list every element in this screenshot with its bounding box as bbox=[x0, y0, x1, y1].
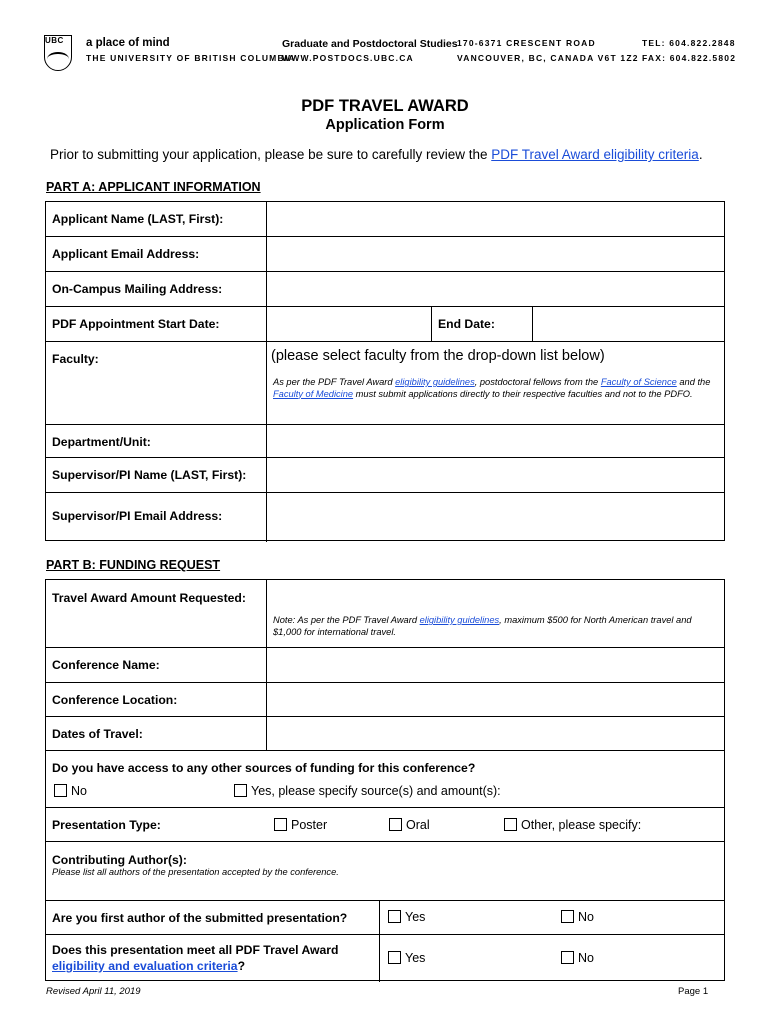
amount-note-text1: Note: As per the PDF Travel Award bbox=[273, 615, 420, 625]
first-author-question: Are you first author of the submitted presentation? bbox=[52, 911, 348, 925]
department-name: Graduate and Postdoctoral Studies bbox=[282, 38, 458, 50]
mailing-address-row bbox=[46, 272, 724, 307]
end-date-field[interactable] bbox=[532, 307, 724, 341]
supervisor-email-field[interactable] bbox=[266, 493, 724, 542]
amount-row bbox=[46, 580, 724, 648]
supervisor-email-row bbox=[46, 493, 724, 542]
revised-date: Revised April 11, 2019 bbox=[46, 986, 141, 997]
travel-dates-row bbox=[46, 717, 724, 751]
conference-location-label: Conference Location: bbox=[52, 693, 178, 707]
applicant-name-label: Applicant Name (LAST, First): bbox=[52, 212, 224, 226]
checkbox-criteria-yes[interactable] bbox=[388, 951, 401, 964]
page-title: PDF TRAVEL AWARD bbox=[301, 97, 469, 115]
applicant-info-table bbox=[45, 201, 725, 541]
tagline: a place of mind bbox=[86, 37, 170, 49]
page-subtitle: Application Form bbox=[325, 117, 445, 133]
evaluation-criteria-link[interactable]: eligibility and evaluation criteria bbox=[52, 959, 238, 973]
faculty-dropdown[interactable]: (please select faculty from the drop-down list below) bbox=[271, 348, 605, 364]
dates-row bbox=[46, 307, 724, 342]
poster-label: Poster bbox=[291, 818, 328, 832]
presentation-type-row bbox=[46, 808, 724, 842]
authors-row[interactable] bbox=[46, 842, 724, 901]
other-funding-yes-label: Yes, please specify source(s) and amount(s): bbox=[251, 784, 501, 798]
website: WWW.POSTDOCS.UBC.CA bbox=[282, 53, 414, 63]
first-author-yes-option[interactable] bbox=[388, 910, 425, 924]
other-type-option[interactable] bbox=[504, 818, 641, 832]
criteria-question-end: ? bbox=[237, 959, 246, 973]
criteria-question-line1: Does this presentation meet all PDF Travel Award bbox=[52, 943, 339, 957]
fax: FAX: 604.822.5802 bbox=[642, 53, 737, 63]
address-line1: 170-6371 CRESCENT ROAD bbox=[457, 38, 596, 48]
start-date-field[interactable] bbox=[266, 307, 431, 341]
other-funding-no-label: No bbox=[71, 784, 87, 798]
other-funding-question: Do you have access to any other sources of funding for this conference? bbox=[52, 761, 476, 775]
faculty-row bbox=[46, 342, 724, 425]
amount-field[interactable] bbox=[266, 580, 724, 647]
faculty-of-science-link[interactable]: Faculty of Science bbox=[600, 377, 677, 387]
ubc-logo-text: UBC bbox=[45, 36, 64, 45]
faculty-of-medicine-link[interactable]: Faculty of Medicine bbox=[273, 388, 354, 399]
telephone: TEL: 604.822.2848 bbox=[642, 38, 736, 48]
part-b-heading: PART B: FUNDING REQUEST bbox=[46, 558, 221, 572]
department-row bbox=[46, 425, 724, 458]
checkbox-no[interactable] bbox=[54, 784, 67, 797]
travel-dates-field[interactable] bbox=[266, 717, 724, 750]
faculty-note-text4: must submit applications directly to their respective faculties and not to the PDFO. bbox=[353, 388, 693, 399]
criteria-no-option[interactable] bbox=[561, 951, 594, 965]
logo-wave-icon bbox=[47, 52, 69, 66]
department-field[interactable] bbox=[266, 425, 724, 457]
conference-location-field[interactable] bbox=[266, 683, 724, 716]
university-name: THE UNIVERSITY OF BRITISH COLUMBIA bbox=[86, 53, 296, 63]
amount-label: Travel Award Amount Requested: bbox=[52, 591, 246, 605]
criteria-answer-cell bbox=[379, 935, 724, 982]
supervisor-name-label: Supervisor/PI Name (LAST, First): bbox=[52, 468, 247, 482]
amount-note-text2: , maximum $500 for North American travel and $1,000 for international travel. bbox=[273, 615, 692, 637]
faculty-note-text1: As per the PDF Travel Award bbox=[273, 377, 396, 387]
checkbox-oral[interactable] bbox=[389, 818, 402, 831]
end-date-label: End Date: bbox=[438, 317, 495, 331]
eligibility-criteria-link[interactable]: PDF Travel Award eligibility criteria bbox=[491, 147, 699, 162]
other-type-label: Other, please specify: bbox=[521, 818, 642, 832]
checkbox-criteria-no[interactable] bbox=[561, 951, 574, 964]
first-author-no-option[interactable] bbox=[561, 910, 594, 924]
checkbox-yes[interactable] bbox=[234, 784, 247, 797]
eligibility-guidelines-link[interactable]: eligibility guidelines bbox=[395, 377, 475, 387]
conference-name-label: Conference Name: bbox=[52, 658, 160, 672]
other-funding-row bbox=[46, 751, 724, 808]
supervisor-name-row bbox=[46, 458, 724, 493]
poster-option[interactable] bbox=[274, 818, 327, 832]
first-author-row bbox=[46, 901, 724, 935]
department-label: Department/Unit: bbox=[52, 435, 151, 449]
applicant-name-row bbox=[46, 202, 724, 237]
intro-end: . bbox=[698, 147, 703, 162]
authors-label: Contributing Author(s): bbox=[52, 853, 187, 867]
part-a-heading: PART A: APPLICANT INFORMATION bbox=[46, 180, 261, 194]
supervisor-email-label: Supervisor/PI Email Address: bbox=[52, 509, 223, 523]
applicant-name-field[interactable] bbox=[266, 202, 724, 236]
first-author-no-label: No bbox=[578, 910, 594, 924]
other-funding-no-option[interactable] bbox=[54, 784, 87, 798]
mailing-address-field[interactable] bbox=[266, 272, 724, 306]
intro-text bbox=[50, 147, 703, 162]
authors-note: Please list all authors of the presentation accepted by the conference. bbox=[52, 867, 339, 877]
conference-name-row bbox=[46, 648, 724, 683]
funding-request-table bbox=[45, 579, 725, 981]
checkbox-other[interactable] bbox=[504, 818, 517, 831]
conference-location-row bbox=[46, 683, 724, 717]
intro-body: Prior to submitting your application, please be sure to carefully review the bbox=[50, 147, 492, 162]
faculty-note-text3: and the bbox=[676, 377, 711, 387]
applicant-email-label: Applicant Email Address: bbox=[52, 247, 200, 261]
page-number: Page 1 bbox=[678, 986, 709, 997]
applicant-email-field[interactable] bbox=[266, 237, 724, 271]
criteria-yes-label: Yes bbox=[405, 951, 426, 965]
supervisor-name-field[interactable] bbox=[266, 458, 724, 492]
checkbox-poster[interactable] bbox=[274, 818, 287, 831]
start-date-label: PDF Appointment Start Date: bbox=[52, 317, 220, 331]
applicant-email-row bbox=[46, 237, 724, 272]
amount-note bbox=[273, 615, 719, 638]
conference-name-field[interactable] bbox=[266, 648, 724, 682]
travel-dates-label: Dates of Travel: bbox=[52, 727, 143, 741]
amount-eligibility-link[interactable]: eligibility guidelines bbox=[419, 615, 500, 625]
presentation-type-label: Presentation Type: bbox=[52, 818, 161, 832]
faculty-cell bbox=[266, 342, 724, 424]
oral-option[interactable] bbox=[389, 818, 430, 832]
oral-label: Oral bbox=[406, 818, 430, 832]
checkbox-first-author-yes[interactable] bbox=[388, 910, 401, 923]
first-author-yes-label: Yes bbox=[405, 910, 426, 924]
end-date-label-cell bbox=[431, 307, 532, 341]
address-line2: VANCOUVER, BC, CANADA V6T 1Z2 bbox=[457, 53, 639, 63]
criteria-no-label: No bbox=[578, 951, 594, 965]
other-funding-yes-option[interactable] bbox=[234, 784, 501, 798]
mailing-address-label: On-Campus Mailing Address: bbox=[52, 282, 223, 296]
faculty-label: Faculty: bbox=[52, 352, 99, 366]
criteria-question-line2 bbox=[52, 959, 245, 973]
first-author-answer-cell bbox=[379, 901, 724, 934]
criteria-row bbox=[46, 935, 724, 982]
faculty-note bbox=[273, 377, 719, 400]
faculty-note-text2: , postdoctoral fellows from the bbox=[474, 377, 601, 387]
checkbox-first-author-no[interactable] bbox=[561, 910, 574, 923]
criteria-yes-option[interactable] bbox=[388, 951, 425, 965]
